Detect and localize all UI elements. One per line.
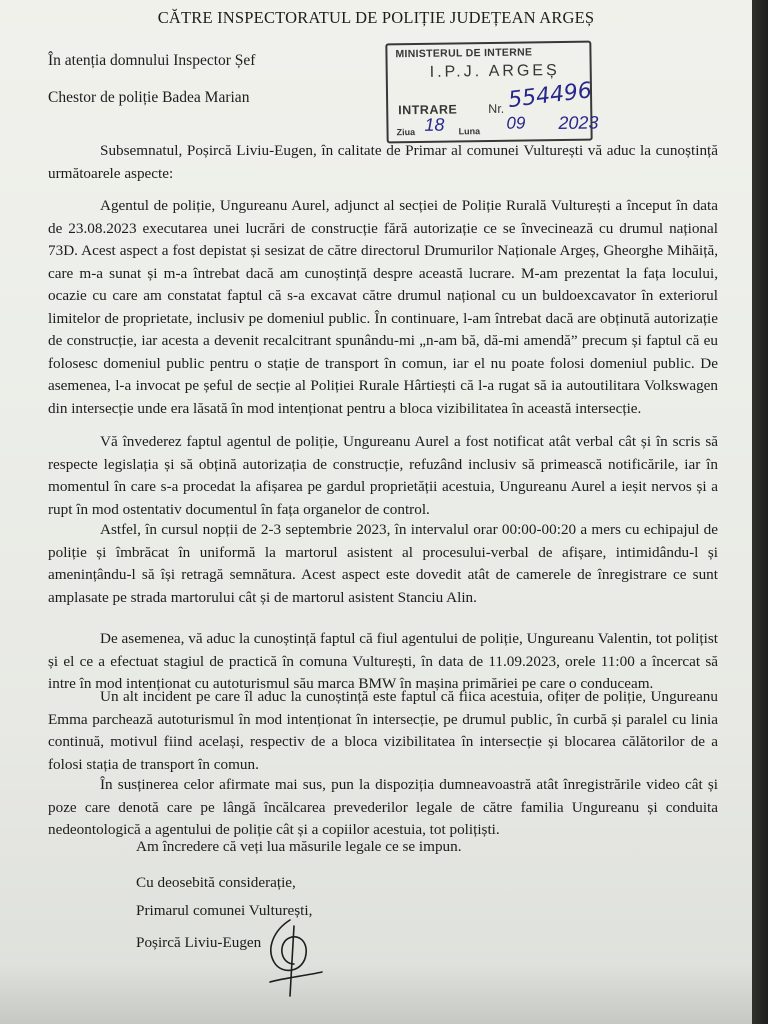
attention-line: În atenția domnului Inspector Șef bbox=[48, 52, 256, 69]
paper-shadow bbox=[0, 964, 752, 1024]
stamp-unit: I.P.J. ARGEȘ bbox=[429, 62, 560, 81]
paragraph-construction: Agentul de poliție, Ungureanu Aurel, adjunct al secției de Poliție Rurală Vulturești a început în data de 23.08.2023 executarea unei lucrări de construcție fără autorizație ce se învecinează cu drumul național 73D. Acest aspect a fost depistat și sesizat de către directorul Drumurilor Naționale Argeș, Gheorghe Mihăiță, care m-a sunat și m-a întrebat dacă am cunoștință despre această lucrare. M-am prezentat la fața locului, ocazie cu care am constatat faptul că s-a excavat către drumul național cu un buldoexcavator în exteriorul limitelor de proprietate, inclusiv pe domeniul public. În continuare, l-am întrebat dacă are obținută autorizație de construcție, iar acesta a devenit recalcitrant spunându-mi „n-am bă, dă-mi amendă” precum și faptul că eu folosesc domeniul public pentru o stație de transport în comun, iar el nu poate folosi domeniul public. De asemenea, l-a invocat pe șeful de secție al Poliției Rurale Hârtiești că l-a rugat să ia autoutilitara Volkswagen din intersecție unde era lăsată în mod intenționat pentru a bloca vizibilitatea în această intersecție. bbox=[48, 197, 718, 417]
signer-name: Poșircă Liviu-Eugen bbox=[136, 934, 262, 951]
stamp-month: 09 bbox=[506, 113, 526, 133]
registration-stamp bbox=[385, 41, 599, 144]
stamp-ministry: MINISTERUL DE INTERNE bbox=[395, 46, 533, 61]
stamp-year: 2023 bbox=[558, 112, 599, 134]
stamp-ziua-label: Ziua bbox=[396, 127, 416, 138]
stamp-day: 18 bbox=[424, 114, 445, 135]
closing-regards: Cu deosebită considerație, bbox=[136, 874, 296, 891]
paragraph-notification: Vă învederez faptul agentul de poliție, Ungureanu Aurel a fost notificat atât verbal cât și în scris să respecte legislația și să obțină autorizația de construcție, refuzând inclusiv să primească notificările, iar în momentul în care s-a procedat la afișarea pe gardul proprietății acestuia, Ungureanu Aurel a ieșit nervos și a rupt în mod ostentativ documentul în fața organelor de control. bbox=[48, 433, 718, 518]
paragraph-evidence: În susținerea celor afirmate mai sus, pun la dispoziția dumneavoastră atât înregistrările video cât și poze care denotă care pe lângă încălcarea prevederilor legale de către familia Ungureanu și conduita nedeontologică a agentului de poliție cât și a copiilor acestuia, tot polițiști. bbox=[48, 776, 718, 838]
closing-trust: Am încredere că veți lua măsurile legale ce se impun. bbox=[136, 838, 462, 855]
paragraph-daughter-incident: Un alt incident pe care îl aduc la cunoștință este faptul că fiica acestuia, ofițer de poliție, Ungureanu Emma parchează autoturismul în mod intenționat în intersecție, pe drumul public, în curbă și paralel cu linia continuă, motivul fiind același, respectiv de a bloca vizibilitatea în intersecție și blocarea călătorilor de a folosi stația de transport în comun. bbox=[48, 688, 718, 773]
stamp-luna-label: Luna bbox=[458, 126, 481, 137]
signer-role: Primarul comunei Vulturești, bbox=[136, 902, 313, 919]
stamp-nr-label: Nr. bbox=[488, 101, 505, 117]
paragraph-intro: Subsemnatul, Poșircă Liviu-Eugen, în calitate de Primar al comunei Vulturești vă aduc la cunoștință următoarele aspecte: bbox=[48, 142, 718, 182]
stamp-registration-number: 554496 bbox=[506, 78, 594, 114]
stamp-intrare-label: INTRARE bbox=[398, 102, 458, 118]
recipient-line: Chestor de poliție Badea Marian bbox=[48, 89, 250, 106]
paragraph-night-incident: Astfel, în cursul nopții de 2-3 septembrie 2023, în intervalul orar 00:00-00:20 a mers cu echipajul de poliție și îmbrăcat în uniformă la martorul asistent al procesului-verbal de afișare, intimidându-l și amenințându-l să își retragă semnătura. Acest aspect este dovedit atât de camerele de înregistrare ce sunt amplasate pe strada martorului cât și de martorul asistent Stanciu Alin. bbox=[48, 521, 718, 606]
paragraph-son-incident: De asemenea, vă aduc la cunoștință faptul că fiul agentului de poliție, Ungureanu Valentin, tot polițist și el ce a efectuat stagiul de practică în comuna Vulturești, în data de 11.09.2023, orele 11:00 a încercat să intre în mod intenționat cu autoturismul său marca BMW în mașina primăriei pe care o conduceam. bbox=[48, 630, 718, 692]
document-title: CĂTRE INSPECTORATUL DE POLIȚIE JUDEȚEAN ARGEȘ bbox=[157, 8, 595, 27]
